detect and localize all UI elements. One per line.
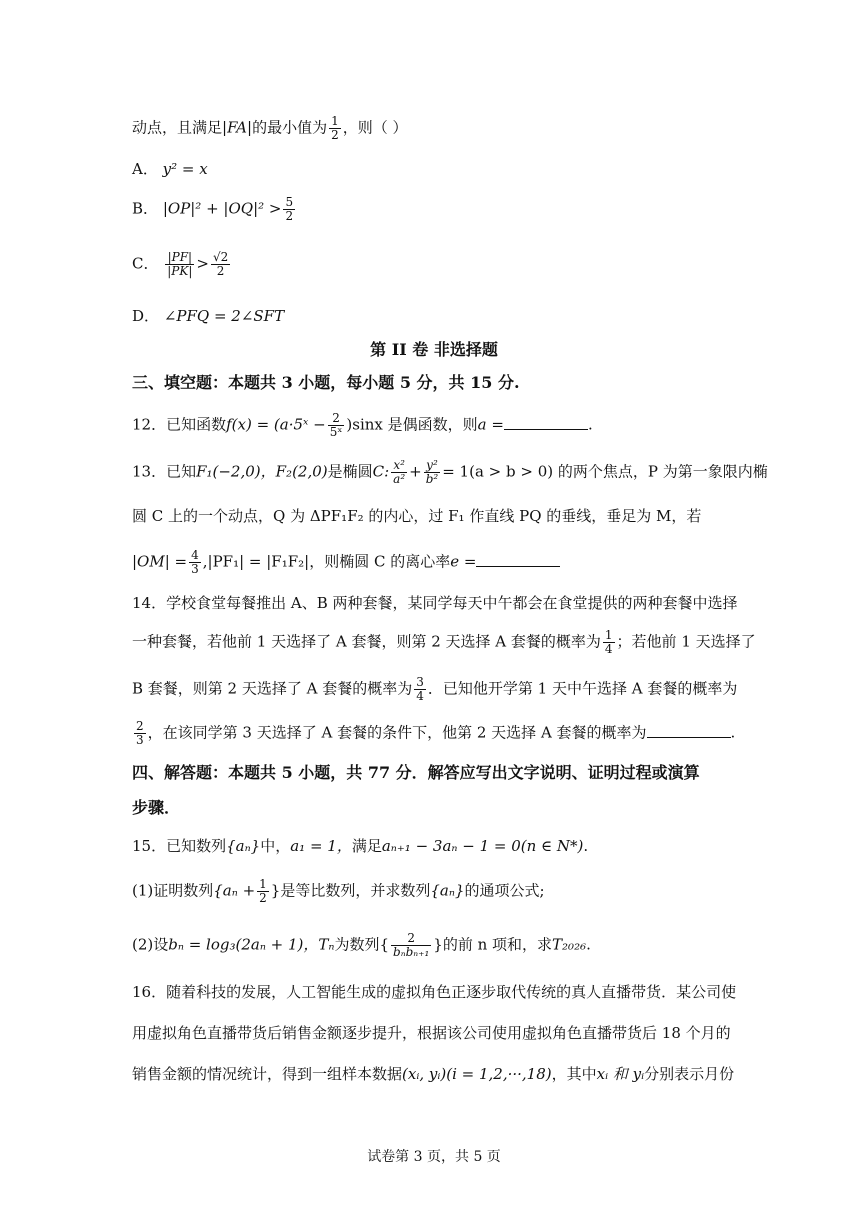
- q13-line1: [132, 458, 768, 486]
- q15-text: 15．已知数列: [132, 837, 227, 855]
- q11-fa-expr: |FA|: [222, 118, 253, 137]
- q13-text3: = 1(a > b > 0) 的两个焦点，: [442, 462, 648, 481]
- q15-p2-text3: 的前 n 项和，求: [442, 935, 553, 954]
- q12-var: a =: [477, 415, 504, 434]
- option-c-fraction-left: [165, 251, 194, 278]
- q16-line1: 16．随着科技的发展，人工智能生成的虚拟角色正逐步取代传统的真人直播带货．某公司使: [132, 983, 737, 1001]
- q13-y-fraction: [424, 459, 441, 486]
- frac-num: 2: [328, 412, 345, 426]
- q15-p1-text: (1)证明数列: [132, 881, 214, 900]
- option-b-fraction: [283, 196, 295, 223]
- q15-p2-def: bₙ = log₃(2aₙ + 1)，Tₙ: [168, 935, 335, 954]
- frac-den: 3: [191, 562, 199, 576]
- q11-option-c: [132, 251, 738, 278]
- q12-text2: )sinx 是偶函数，则: [346, 415, 478, 434]
- frac-den: 5ˣ: [329, 425, 343, 439]
- q14-answer-blank[interactable]: [647, 723, 731, 738]
- q15-p1-text2: 是等比数列，并求数列: [280, 881, 431, 900]
- option-a-expr: y² = x: [162, 160, 208, 178]
- q15-text3: 满足: [351, 837, 382, 855]
- q11-stem-end: ，则（ ）: [342, 118, 408, 137]
- q15-p2-text: (2)设: [132, 935, 169, 954]
- q13-text5: ,|PF₁| = |F₁F₂|，则椭圆 C 的离心率: [202, 552, 451, 571]
- option-label: C．: [132, 254, 159, 273]
- frac-den: 4: [416, 689, 424, 703]
- q14-text3: B 套餐，则第 2 天选择了 A 套餐的概率为: [132, 679, 413, 698]
- q12: [132, 412, 738, 439]
- q15-p2-end: .: [586, 935, 591, 954]
- q13-e: e =: [450, 552, 477, 571]
- q15-p2-target: T₂₀₂₆: [552, 935, 587, 954]
- part-4-heading-line2: 步骤．: [132, 798, 181, 817]
- frac-den: 3: [136, 733, 144, 747]
- frac-num: 1: [604, 628, 613, 642]
- q15-p1-brace: }: [270, 881, 281, 900]
- q15-seq: {aₙ}: [226, 837, 261, 855]
- q14-text5: ，在该同学第 3 天选择了 A 套餐的条件下，他第 2 天选择 A 套餐的概率为: [147, 723, 647, 742]
- q14-line3: [132, 676, 738, 703]
- q12-end: .: [587, 415, 593, 434]
- q11-option-d: [132, 305, 738, 327]
- q14-text2: ；若他前 1 天选择了: [616, 632, 756, 651]
- frac-den: 2: [259, 891, 267, 905]
- q13-line3: [132, 549, 738, 576]
- part-4-heading-line1: 四、解答题：本题共 5 小题，共 77 分．解答应写出文字说明、证明过程或演算: [132, 763, 700, 782]
- q15-p1-seq2: {aₙ}: [430, 881, 465, 900]
- q15-part1: [132, 878, 738, 905]
- q14-line1: 14．学校食堂每餐推出 A、B 两种套餐，某同学每天中午都会在食堂提供的两种套餐中选择: [132, 594, 738, 612]
- q15-stem: [132, 835, 738, 857]
- frac-num: 5: [285, 195, 294, 209]
- q11-option-a: [132, 158, 738, 180]
- frac-num: 1: [331, 114, 339, 128]
- q11-stem-text: 动点，且满足: [132, 118, 223, 137]
- q16-text: 销售金额的情况统计，得到一组样本数据: [132, 1065, 403, 1083]
- option-d-expr: ∠PFQ = 2∠SFT: [163, 307, 285, 325]
- q14-line2: [132, 628, 756, 656]
- part-3-heading: 三、填空题：本题共 3 小题，每小题 5 分，共 15 分.: [132, 373, 520, 392]
- q11-stem-text2: 的最小值为: [252, 118, 328, 137]
- frac-den: b²: [425, 472, 439, 486]
- frac-num: √2: [212, 250, 229, 264]
- q15-p1-seq: {aₙ +: [213, 881, 256, 900]
- q13-foci: F₁(−2,0)，F₂(2,0): [196, 462, 328, 481]
- option-label: D．: [132, 307, 160, 325]
- q15-part2: (2)设bₙ = log₃(2aₙ + 1)，Tₙ为数列{ $\frac{2}{\text{bₙbₙ₊₁}}$ }的前 n 项和，求T₂₀₂₆.: [132, 931, 591, 959]
- option-label: B．: [132, 199, 159, 218]
- q15-p2-fraction: [391, 932, 431, 959]
- q16-vars: xᵢ 和 yᵢ: [596, 1065, 645, 1083]
- frac-num: 4: [191, 548, 199, 562]
- q12-func: f(x) = (a·5ˣ −: [226, 415, 326, 434]
- frac-num: 3: [416, 675, 424, 689]
- q13-text2: 是椭圆: [327, 462, 373, 481]
- q11-option-b: [132, 196, 738, 223]
- q12-fraction: [328, 412, 345, 439]
- frac-num: y²: [424, 459, 441, 473]
- q15-end: .: [583, 837, 589, 855]
- q15-p2-text2: 为数列: [334, 935, 380, 954]
- q14-p1-fraction: [603, 629, 615, 656]
- q12-answer-blank[interactable]: [504, 415, 588, 430]
- q14-end: .: [730, 723, 736, 742]
- frac-num: x²: [391, 459, 407, 473]
- q15-text2: 中，: [260, 837, 291, 855]
- q16-sample: (xᵢ, yᵢ)(i = 1,2,···,18): [402, 1065, 552, 1083]
- frac-num: 2: [136, 719, 144, 733]
- q13-om: |OM| =: [132, 552, 188, 571]
- option-label: A．: [132, 160, 158, 178]
- frac-num: |PF|: [165, 251, 194, 265]
- q15-recurrence: aₙ₊₁ − 3aₙ − 1 = 0(n ∈ N*): [381, 837, 584, 855]
- frac-den: 2: [216, 264, 225, 278]
- q16-text3: 分别表示月份: [644, 1065, 735, 1083]
- q13-ellipse-name: C:: [372, 462, 390, 481]
- section-2-title: 第 II 卷 非选择题: [370, 340, 498, 359]
- q13-text: 13．已知: [132, 462, 197, 481]
- q13-answer-blank[interactable]: [476, 552, 560, 567]
- q14-p3-fraction: [134, 720, 146, 747]
- frac-den: |PK|: [167, 264, 193, 278]
- q12-text: 12．已知函数: [132, 415, 227, 434]
- q15-p1-text3: 的通项公式;: [464, 881, 545, 900]
- frac-den: 4: [604, 642, 613, 656]
- page-footer: 试卷第 3 页，共 5 页: [367, 1149, 501, 1165]
- q16-text2: ，其中: [551, 1065, 597, 1083]
- option-c-fraction-right: [211, 251, 230, 278]
- q16-line2: 用虚拟角色直播带货后销售金额逐步提升，根据该公司使用虚拟角色直播带货后 18 个月的: [132, 1024, 731, 1042]
- q14-line4: [132, 720, 738, 747]
- q13-text4: P 为第一象限内椭: [647, 462, 768, 481]
- frac-num: 1: [259, 877, 267, 891]
- frac-num: 2: [391, 932, 431, 946]
- frac-den: 2: [331, 128, 339, 142]
- q13-plus: +: [409, 462, 422, 481]
- q14-text: 一种套餐，若他前 1 天选择了 A 套餐，则第 2 天选择 A 套餐的概率为: [132, 632, 601, 651]
- q15-p1-fraction: [257, 878, 269, 905]
- q11-stem: [132, 115, 738, 142]
- option-c-gt: >: [196, 254, 209, 273]
- frac-den: bₙbₙ₊₁: [393, 945, 430, 959]
- frac-den: a²: [393, 472, 406, 486]
- q14-text4: ．已知他开学第 1 天中午选择 A 套餐的概率为: [427, 679, 738, 698]
- q11-min-fraction: [329, 115, 341, 142]
- q13-x-fraction: [391, 459, 407, 486]
- q13-line2: 圆 C 上的一个动点，Q 为 ΔPF₁F₂ 的内心，过 F₁ 作直线 PQ 的垂线，垂足为 M，若: [132, 507, 702, 525]
- option-b-expr: |OP|² + |OQ|² >: [162, 199, 282, 218]
- q13-om-fraction: [189, 549, 201, 576]
- frac-den: 2: [285, 209, 294, 223]
- q15-a1: a₁ = 1，: [290, 837, 352, 855]
- q14-p2-fraction: [414, 676, 426, 703]
- q16-line3: [132, 1063, 738, 1085]
